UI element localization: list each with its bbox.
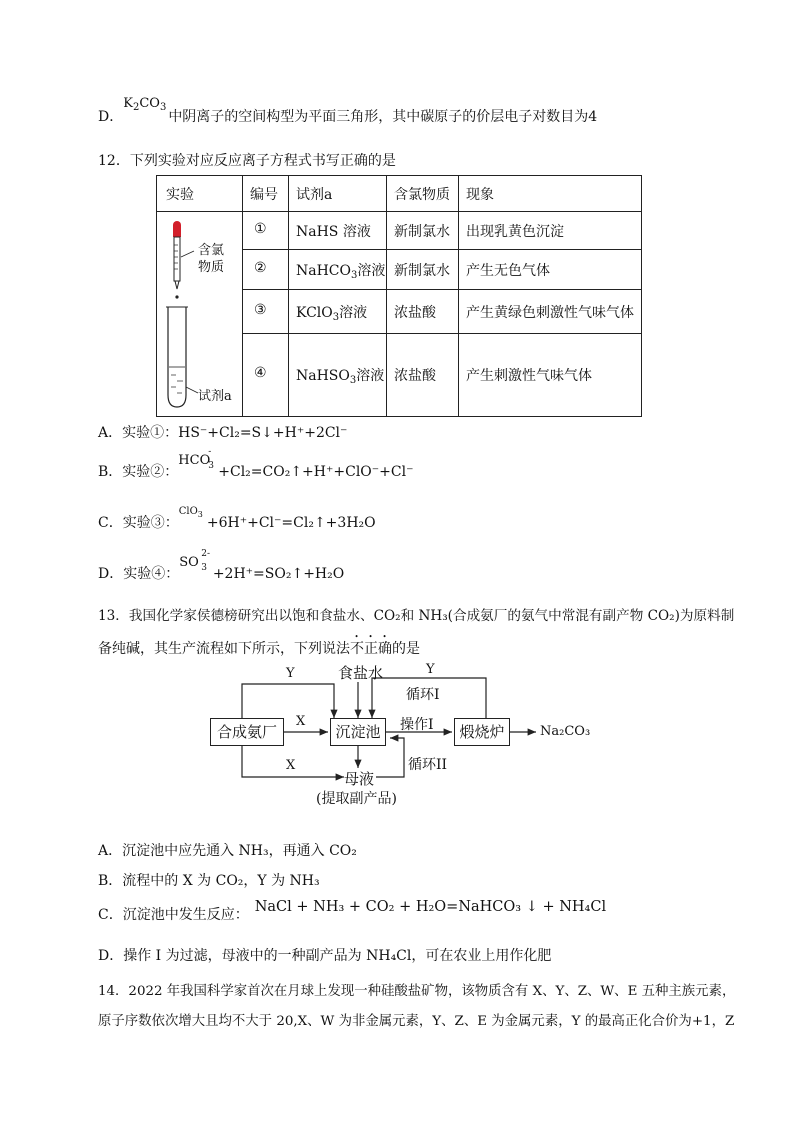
q12-stem: 12．下列实验对应反应离子方程式书写正确的是: [98, 153, 396, 169]
row3-reagent: KClO$_3$溶液: [296, 305, 368, 323]
q12-option-d: D．实验④：SO 2- 3 +2H⁺=SO₂↑+H₂O: [98, 549, 345, 582]
q13-stem-line2: 备纯碱，其生产流程如下所示，下列说法不正确的是: [98, 641, 420, 657]
header-reagent: 试剂a: [296, 187, 333, 203]
q11-option-d: [98, 96, 598, 127]
label-op-1: 操作I: [400, 717, 434, 733]
production-flowchart: [200, 662, 620, 812]
option-label: D．: [98, 109, 124, 125]
label-x-bottom: X: [286, 758, 296, 773]
row2-reagent: NaHCO$_3$溶液: [296, 263, 386, 281]
formula-k2co3: $K_2CO_3$: [123, 96, 167, 113]
q14-line2: 原子序数依次增大且均不大于 20,X、W 为非金属元素，Y、Z、E 为金属元素，Y 的最高正化合价为+1，Z: [98, 1014, 735, 1029]
q12-option-c: C．实验③：ClO$_3$+6H⁺+Cl⁻=Cl₂↑+3H₂O: [98, 506, 376, 531]
option-text: 中阴离子的空间构型为平面三角形，其中碳原子的价层电子对数目为4: [168, 109, 598, 125]
row2-phenomenon: 产生无色气体: [466, 263, 550, 279]
row3-num: ③: [254, 302, 267, 318]
header-chlorine: 含氯物质: [394, 187, 450, 203]
box-settling-tank: 沉淀池: [330, 718, 386, 746]
apparatus-label-chlorine-2: 物质: [198, 260, 225, 275]
q13-stem-line1: 13．我国化学家侯德榜研究出以饱和食盐水、CO₂和 NH₃(合成氨厂的氨气中常混有副产物 CO₂)为原料制: [98, 608, 735, 624]
emphasis-not-correct: 不正确: [350, 641, 392, 657]
equation: NaCl + NH₃ + CO₂ + H₂O=NaHCO₃ ↓ + NH₄Cl: [254, 899, 607, 915]
row1-chlorine: 新制氯水: [394, 224, 450, 240]
q13-option-c: C．沉淀池中发生反应： NaCl + NH₃ + CO₂ + H₂O=NaHCO₃ ↓ + NH₄Cl: [98, 899, 607, 923]
label-cycle-1: 循环I: [406, 687, 440, 703]
q12-option-b: B．实验②：HCO - 3 +Cl₂=CO₂↑+H⁺+ClO⁻+Cl⁻: [98, 447, 414, 480]
q14-line1: 14．2022 年我国科学家首次在月球上发现一种硅酸盐矿物，该物质含有 X、Y、Z、W、E 五种主族元素，: [98, 984, 736, 999]
q12-option-a: A．实验①：HS⁻+Cl₂=S↓+H⁺+2Cl⁻: [98, 425, 348, 441]
label-mother-liquor: 母液: [344, 770, 375, 788]
header-experiment: 实验: [166, 187, 194, 203]
row2-chlorine: 新制氯水: [394, 263, 450, 279]
label-byproduct: (提取副产品): [316, 791, 397, 807]
label-y-right: Y: [426, 662, 435, 677]
row2-num: ②: [254, 260, 267, 276]
row1-reagent: NaHS 溶液: [296, 224, 371, 240]
apparatus-label-reagent: 试剂a: [198, 389, 232, 404]
row1-phenomenon: 出现乳黄色沉淀: [466, 224, 564, 240]
box-furnace: 煅烧炉: [454, 718, 510, 746]
header-phenomenon: 现象: [466, 187, 494, 203]
label-cycle-2: 循环II: [408, 757, 448, 773]
row3-phenomenon: 产生黄绿色刺激性气味气体: [466, 305, 634, 321]
apparatus-label-chlorine-1: 含氯: [198, 243, 225, 258]
label-x-top: X: [296, 714, 306, 729]
q12-table: [156, 175, 642, 417]
row4-phenomenon: 产生刺激性气味气体: [466, 368, 592, 384]
q13-option-b: B．流程中的 X 为 CO₂，Y 为 NH₃: [98, 873, 320, 889]
label-brine: 食盐水: [338, 664, 384, 682]
row4-num: ④: [254, 365, 267, 381]
row1-num: ①: [254, 221, 267, 237]
row3-chlorine: 浓盐酸: [394, 305, 436, 321]
box-ammonia-plant: 合成氨厂: [210, 718, 284, 746]
q13-option-a: A．沉淀池中应先通入 NH₃，再通入 CO₂: [98, 843, 357, 859]
row4-chlorine: 浓盐酸: [394, 368, 436, 384]
label-y-left: Y: [286, 666, 295, 681]
row4-reagent: NaHSO$_3$溶液: [296, 368, 385, 386]
header-number: 编号: [250, 187, 278, 203]
label-product-na2co3: Na₂CO₃: [540, 724, 591, 739]
q13-option-d: D．操作 I 为过滤，母液中的一种副产品为 NH₄Cl，可在农业上用作化肥: [98, 948, 552, 964]
